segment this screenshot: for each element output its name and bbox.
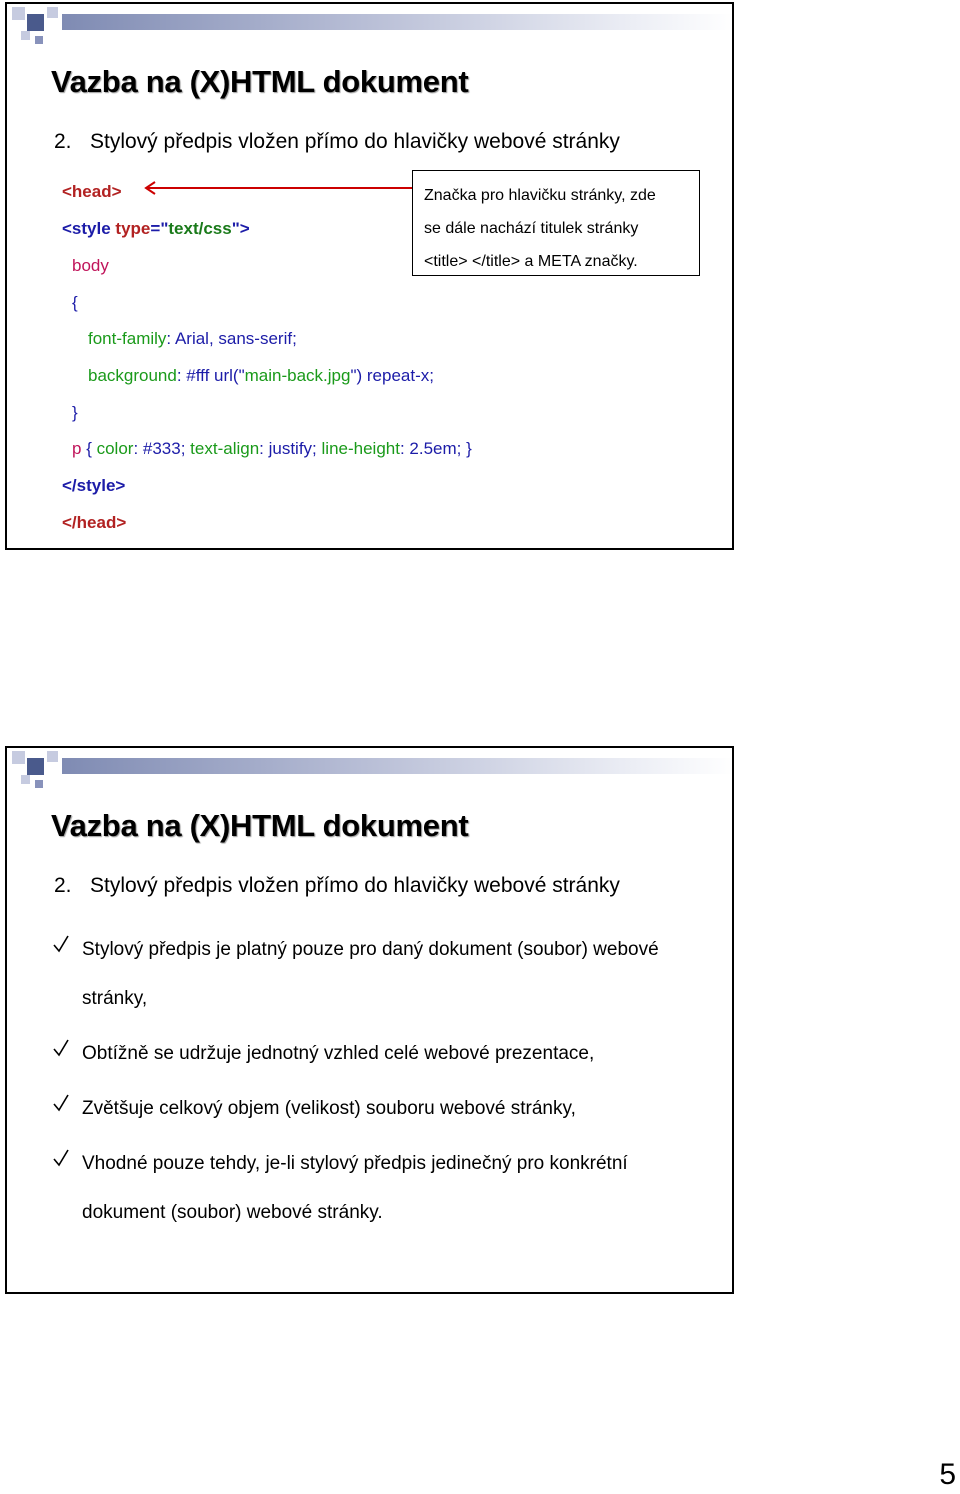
code-line-selector: body	[72, 256, 109, 275]
code-line-head-close: </head>	[62, 513, 127, 532]
callout-arrow	[142, 181, 414, 195]
list-item: Stylový předpis je platný pouze pro daný dokument (soubor) webové stránky,	[53, 925, 703, 1023]
code-line-font-family: font-family: Arial, sans-serif;	[88, 329, 297, 348]
note-line: <title> </title> a META značky.	[424, 253, 638, 270]
slide-subtitle	[54, 874, 620, 898]
subtitle-number: 2.	[54, 130, 72, 153]
code-line-style-close: </style>	[62, 476, 126, 495]
subtitle-text: Stylový předpis vložen přímo do hlavičky webové stránky	[90, 130, 620, 153]
subtitle-number: 2.	[54, 874, 72, 897]
slide-title: Vazba na (X)HTML dokument	[51, 64, 469, 99]
checkmark-icon	[53, 1084, 69, 1133]
bullet-list	[53, 925, 703, 1243]
list-item: Vhodné pouze tehdy, je-li stylový předpis jedinečný pro konkrétní dokument (soubor) webové stránky.	[53, 1139, 703, 1237]
code-line-head-open: <head>	[62, 182, 122, 201]
callout-note	[412, 170, 700, 276]
list-item: Obtížně se udržuje jednotný vzhled celé webové prezentace,	[53, 1029, 703, 1078]
code-line-background: background: #fff url("main-back.jpg") repeat-x;	[88, 366, 434, 385]
checkmark-icon	[53, 1029, 69, 1078]
code-line-brace-close: }	[72, 403, 78, 422]
code-line-style-open: <style type="text/css">	[62, 219, 250, 238]
list-item: Zvětšuje celkový objem (velikost) souboru webové stránky,	[53, 1084, 703, 1133]
page-number: 5	[939, 1458, 956, 1491]
slide-1	[5, 2, 734, 550]
subtitle-text: Stylový předpis vložen přímo do hlavičky webové stránky	[90, 874, 620, 897]
note-line: Značka pro hlavičku stránky, zde	[424, 187, 656, 204]
slide-header-decoration	[7, 748, 734, 794]
checkmark-icon	[53, 1139, 69, 1188]
slide-header-decoration	[7, 4, 734, 50]
code-line-p-rule: p { color: #333; text-align: justify; line-height: 2.5em; }	[72, 439, 472, 458]
slide-title: Vazba na (X)HTML dokument	[51, 808, 469, 843]
slide-subtitle	[54, 130, 620, 154]
note-line: se dále nachází titulek stránky	[424, 220, 639, 237]
code-line-brace-open: {	[72, 293, 78, 312]
checkmark-icon	[53, 925, 69, 974]
slide-2	[5, 746, 734, 1294]
